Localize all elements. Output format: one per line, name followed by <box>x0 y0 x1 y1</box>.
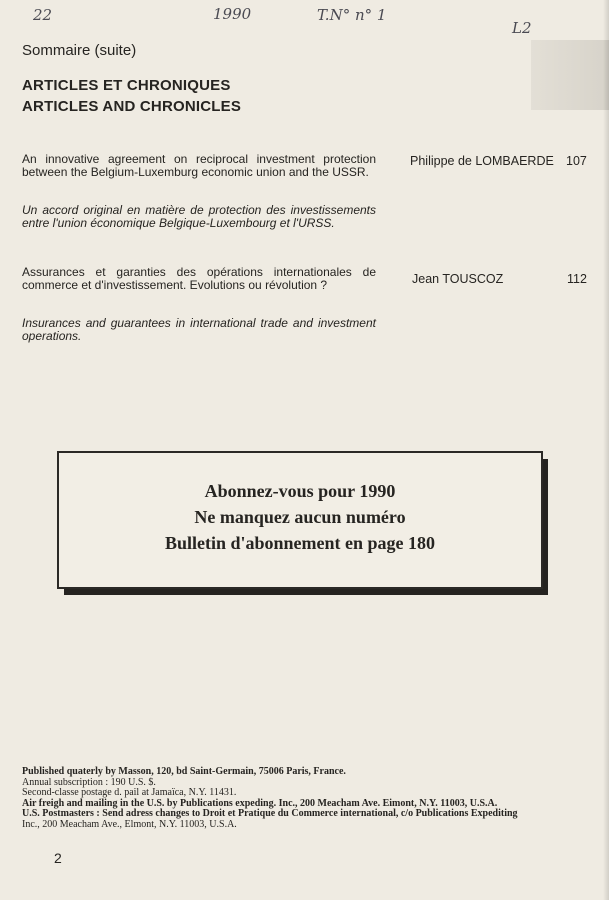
handwritten-year: 1990 <box>213 5 252 23</box>
publication-line-5: U.S. Postmasters : Send adress changes to Droit et Pratique du Commerce international, c/o Publications Expediting <box>22 808 518 819</box>
heading-english: ARTICLES AND CHRONICLES <box>22 98 242 115</box>
publication-line-2: Annual subscription : 190 U.S. $. <box>22 776 156 788</box>
entry-1-title-french: Un accord original en matière de protection des investissements entre l'union économique Belgique-Luxembourg et l'URSS. <box>22 203 376 230</box>
handwritten-reference: T.N° n° 1 <box>317 6 387 24</box>
entry-1-author: Philippe de LOMBAERDE <box>410 154 554 168</box>
entry-2-page: 112 <box>567 272 587 286</box>
section-title: Sommaire (suite) <box>22 42 137 59</box>
publication-line-1: Published quaterly by Masson, 120, bd Saint-Germain, 75006 Paris, France. <box>22 766 346 777</box>
subscription-line-1: Abonnez-vous pour 1990 <box>204 481 396 501</box>
handwritten-code: L2 <box>512 19 532 37</box>
page-fold-shadow <box>603 0 609 900</box>
entry-1-page: 107 <box>566 154 587 168</box>
subscription-box <box>57 451 543 589</box>
subscription-line-2: Ne manquez aucun numéro <box>194 507 406 527</box>
handwritten-number: 22 <box>33 6 53 24</box>
publication-line-3: Second-classe postage d. pail at Jamaïca, N.Y. 11431. <box>22 787 237 798</box>
publication-line-4: Air freigh and mailing in the U.S. by Publications expeding. Inc., 200 Meacham Ave. Eimont, N.Y. 11003, U.S.A. <box>22 797 498 809</box>
bleed-through-block <box>531 40 609 110</box>
entry-1-title-english: An innovative agreement on reciprocal investment protection between the Belgium-Luxemburg economic union and the USSR. <box>22 152 376 179</box>
entry-2-title-english: Insurances and guarantees in international trade and investment operations. <box>22 316 376 343</box>
page-number: 2 <box>54 850 62 866</box>
heading-french: ARTICLES ET CHRONIQUES <box>22 77 231 94</box>
publication-line-6: Inc., 200 Meacham Ave., Elmont, N.Y. 11003, U.S.A. <box>22 818 237 830</box>
entry-2-title-french: Assurances et garanties des opérations internationales de commerce et d'investissement. Evolutions ou révolution ? <box>22 265 376 292</box>
entry-2-author: Jean TOUSCOZ <box>412 272 504 286</box>
subscription-line-3: Bulletin d'abonnement en page 180 <box>164 533 436 553</box>
publication-info <box>22 767 592 830</box>
